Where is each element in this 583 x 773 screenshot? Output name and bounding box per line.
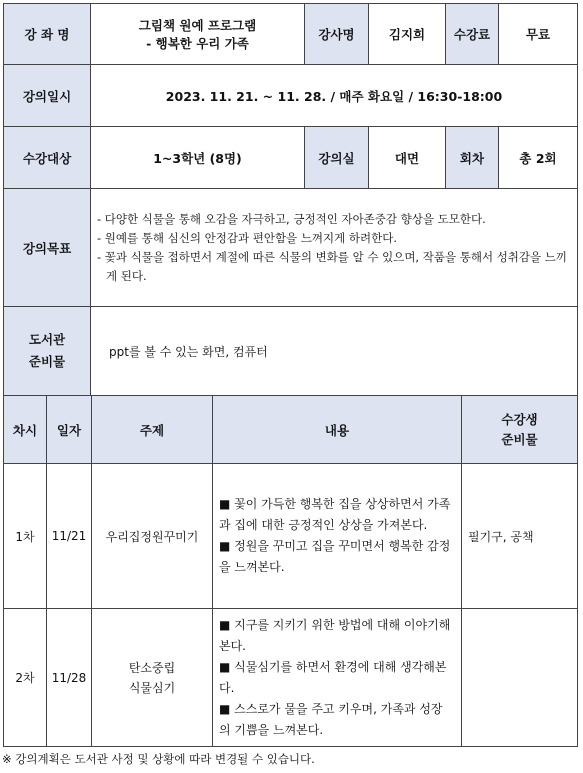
course-name-label: 강 좌 명 bbox=[4, 4, 91, 65]
col-content-header: 내용 bbox=[213, 396, 462, 464]
course-name-line-1: 그림책 원예 프로그램 bbox=[138, 18, 257, 33]
footnote: ※ 강의계획은 도서관 사정 및 상황에 따라 변경될 수 있습니다. bbox=[2, 752, 315, 766]
session-topic-line: 우리집정원꾸미기 bbox=[105, 529, 199, 544]
session-content-item: ■ 지구를 지키기 위한 방법에 대해 이야기해본다. bbox=[219, 617, 451, 653]
schedule-value: 2023. 11. 21. ~ 11. 28. / 매주 화요일 / 16:30-18:00 bbox=[91, 65, 578, 127]
session-content-item: ■ 식물심기를 하면서 환경에 대해 생각해본다. bbox=[219, 659, 447, 695]
goal-item: - 꽃과 식물을 접하면서 계절에 따른 식물의 변화를 알 수 있으며, 작품을 통해서 성취감을 느끼게 된다. bbox=[97, 249, 568, 283]
goals-cell bbox=[91, 189, 578, 307]
session-round: 1차 bbox=[4, 464, 47, 609]
col-date-header: 일자 bbox=[47, 396, 92, 464]
instructor-label: 강사명 bbox=[305, 4, 369, 65]
target-label: 수강대상 bbox=[4, 127, 91, 189]
library-prep-label-line-1: 도서관 bbox=[28, 332, 66, 347]
course-name-line-2: - 행복한 우리 가족 bbox=[146, 36, 249, 51]
table-row bbox=[4, 464, 578, 609]
goals-list bbox=[91, 210, 577, 286]
session-topic-line: 식물심기 bbox=[128, 680, 176, 695]
goal-item: - 원예를 통해 심신의 안정감과 편안함을 느껴지게 하려한다. bbox=[97, 230, 398, 245]
session-content bbox=[213, 609, 462, 747]
target-value: 1~3학년 (8명) bbox=[91, 127, 305, 189]
session-plan-table bbox=[3, 395, 578, 747]
col-topic-header: 주제 bbox=[92, 396, 213, 464]
schedule-label: 강의일시 bbox=[4, 65, 91, 127]
session-content-item: ■ 꽃이 가득한 행복한 집을 상상하면서 가족과 집에 대한 긍정적인 상상을 가져본다. bbox=[219, 497, 451, 532]
course-name bbox=[91, 4, 305, 65]
fee-label: 수강료 bbox=[446, 4, 499, 65]
session-content bbox=[213, 464, 462, 609]
session-topic bbox=[92, 464, 213, 609]
course-info-table bbox=[3, 3, 578, 396]
session-content-item: ■ 스스로가 물을 주고 키우며, 가족과 성장의 기쁨을 느껴본다. bbox=[219, 701, 443, 737]
col-prep-header bbox=[462, 396, 578, 464]
goal-item: - 다양한 식물을 통해 오감을 자극하고, 긍정적인 자아존중감 향상을 도모한다. bbox=[97, 211, 486, 226]
library-prep-label bbox=[4, 307, 91, 396]
col-round-header: 차시 bbox=[4, 396, 47, 464]
col-prep-header-line-2: 준비물 bbox=[501, 431, 538, 447]
session-content-item: ■ 정원을 꾸미고 집을 꾸미면서 행복한 감정을 느껴본다. bbox=[219, 539, 451, 574]
course-plan-sheet bbox=[3, 3, 577, 747]
session-prep bbox=[462, 609, 578, 747]
session-topic bbox=[92, 609, 213, 747]
library-prep-label-line-2: 준비물 bbox=[28, 354, 66, 369]
session-prep: 필기구, 공책 bbox=[462, 464, 578, 609]
table-row bbox=[4, 609, 578, 747]
session-round: 2차 bbox=[4, 609, 47, 747]
session-date: 11/21 bbox=[47, 464, 92, 609]
col-prep-header-line-1: 수강생 bbox=[501, 411, 538, 427]
goals-label: 강의목표 bbox=[4, 189, 91, 307]
sessions-value: 총 2회 bbox=[499, 127, 578, 189]
room-label: 강의실 bbox=[305, 127, 369, 189]
session-topic-line: 탄소중립 bbox=[128, 660, 176, 675]
fee-value: 무료 bbox=[499, 4, 578, 65]
room-value: 대면 bbox=[369, 127, 446, 189]
instructor-name: 김지희 bbox=[369, 4, 446, 65]
sessions-label: 회차 bbox=[446, 127, 499, 189]
library-prep-value: ppt를 볼 수 있는 화면, 컴퓨터 bbox=[91, 307, 578, 396]
session-date: 11/28 bbox=[47, 609, 92, 747]
